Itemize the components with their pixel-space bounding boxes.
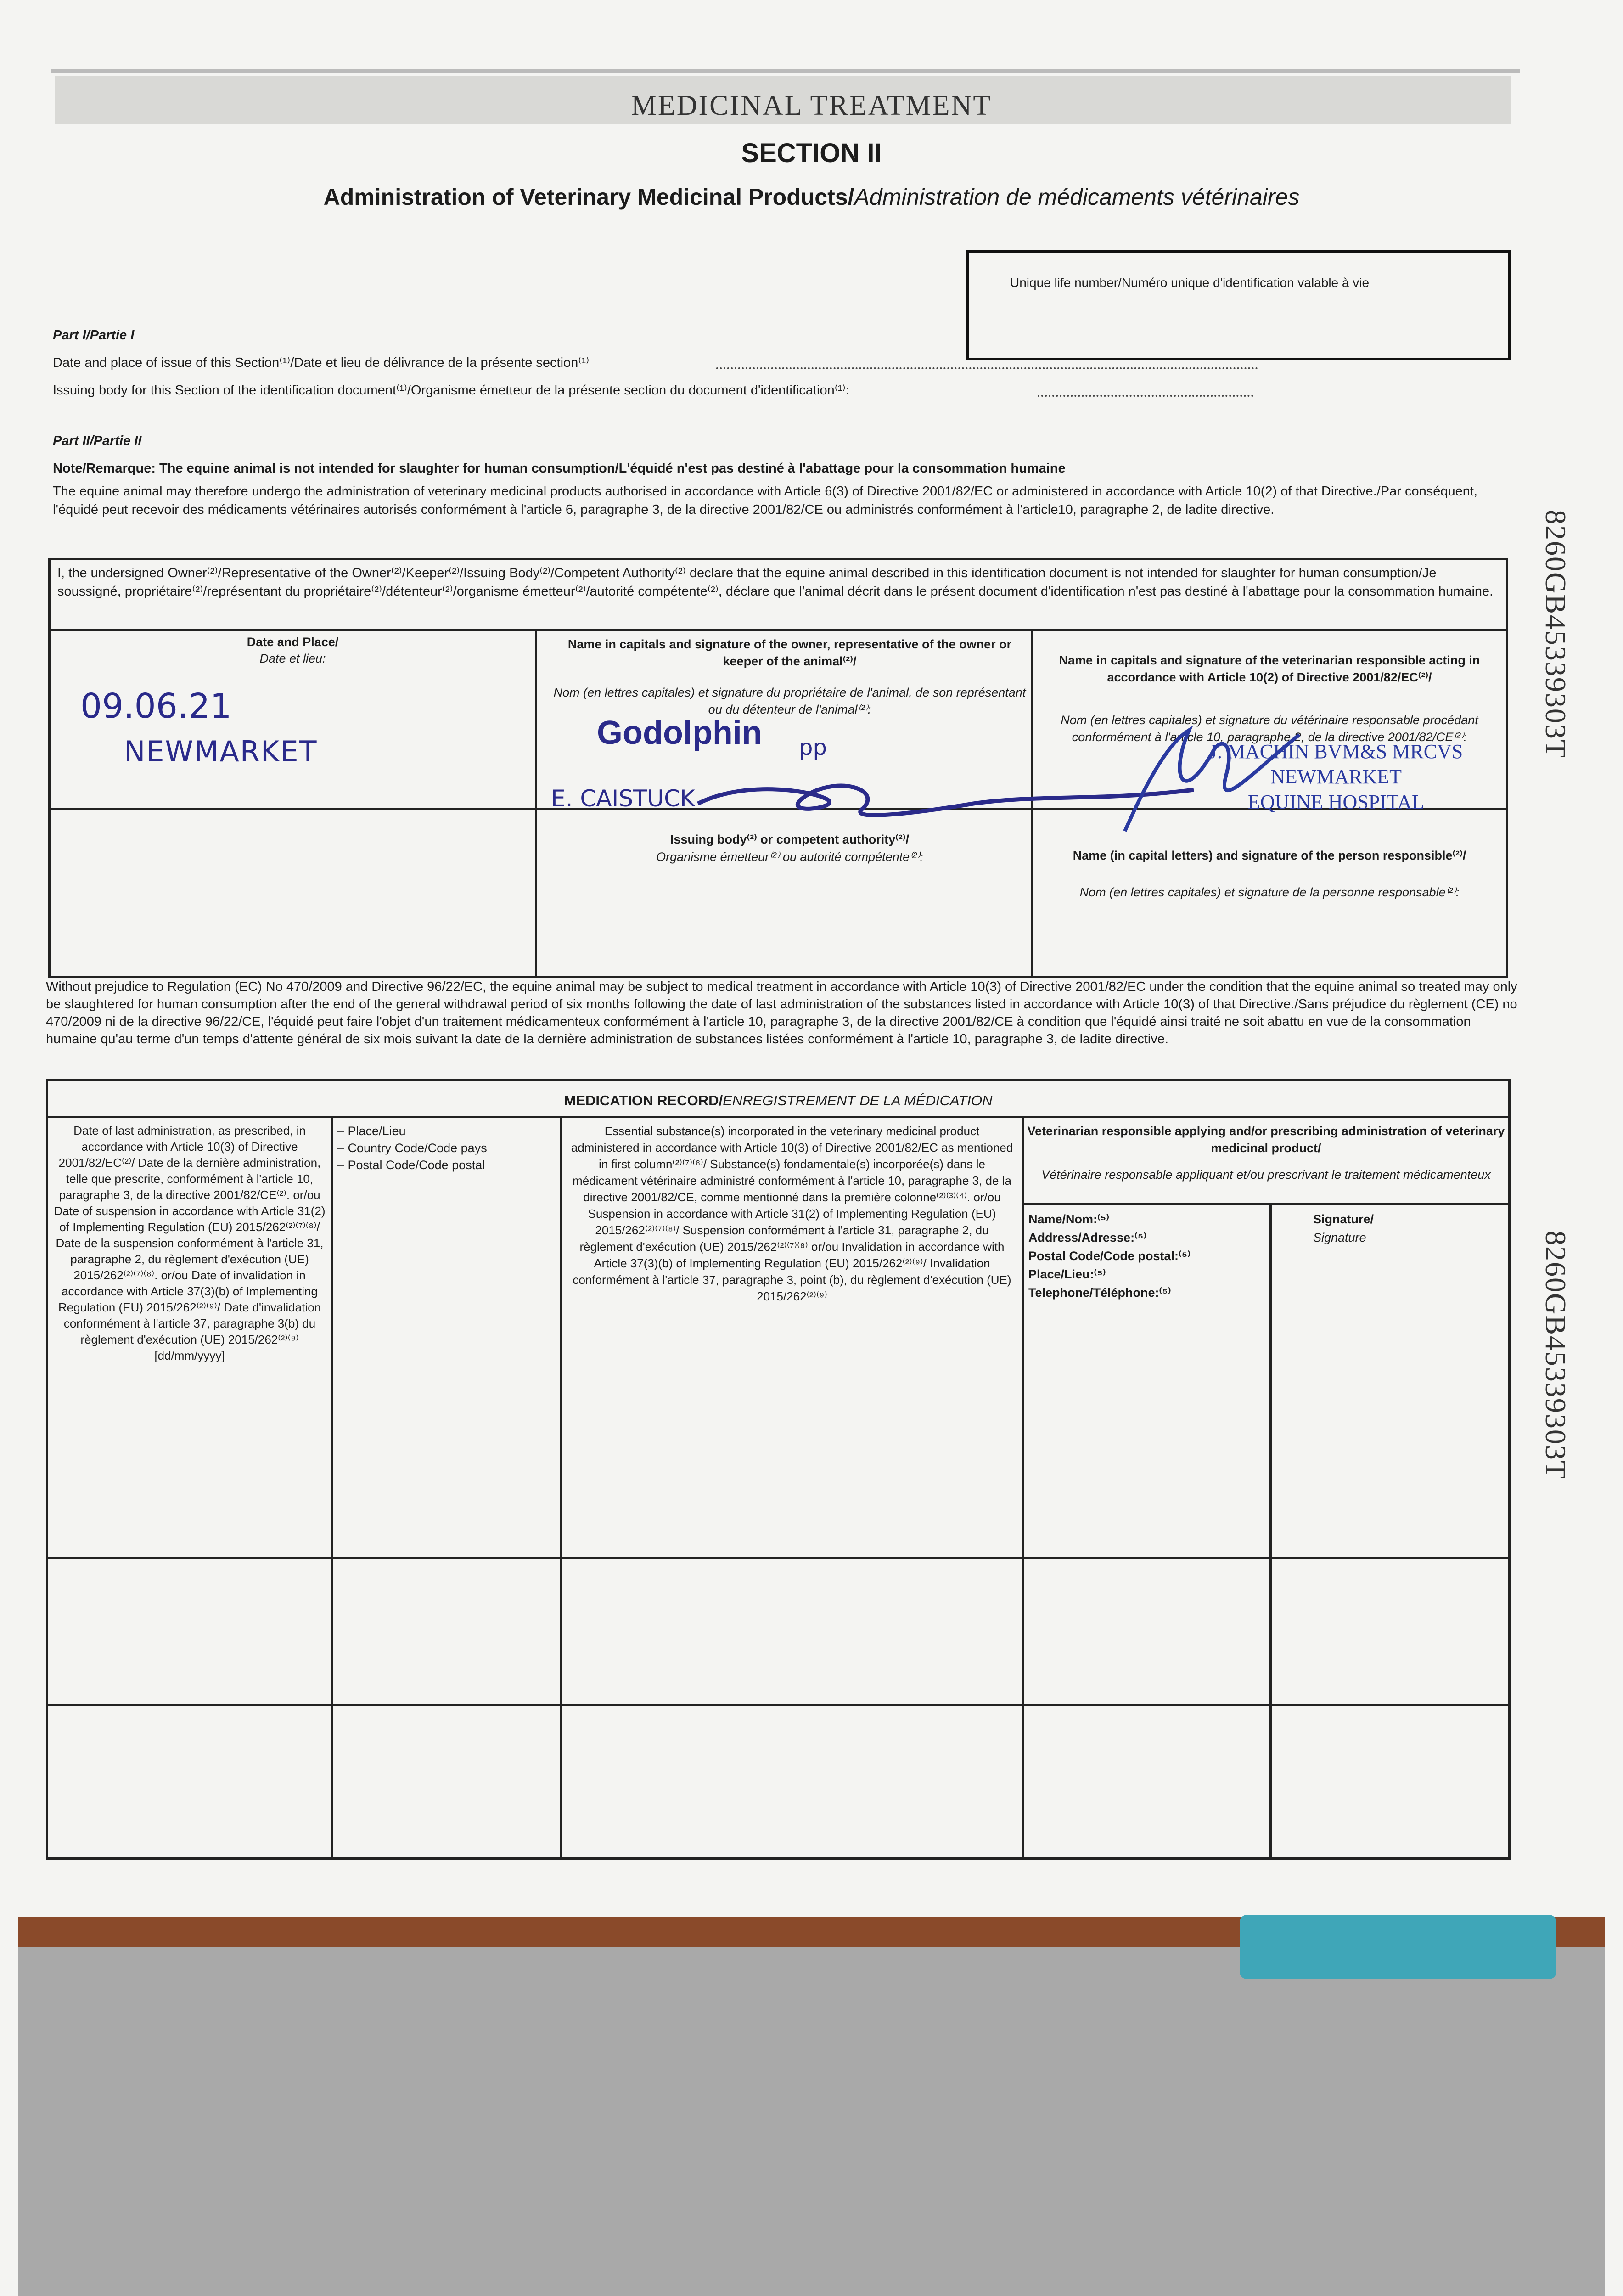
vet-stamp-line1: J. MACHIN BVM&S MRCVS bbox=[1209, 740, 1463, 763]
med-vet-head-fr: Vétérinaire responsable appliquant et/ou prescrivant le traitement médicamenteux bbox=[1041, 1168, 1491, 1182]
med-vline-4 bbox=[1269, 1203, 1272, 1860]
vet-signature-field: Signature/ Signature bbox=[1313, 1212, 1374, 1244]
person-responsible-label: Name (in capital letters) and signature of the person responsible⁽²⁾/ bbox=[1073, 849, 1466, 862]
med-col1-text: Date of last administration, as prescribed, in accordance with Article 10(3) of Directive 2001/82/EC⁽²⁾/ Date de la dernière administration, telle que prescrite, conformément à l'article 10, paragraphe 3, de la directive 2001/82/CE⁽²⁾. or/ou Date of suspension in accordance with Article 31(2) of Implementing Regulation (EU) 2015/262⁽²⁾⁽⁷⁾⁽⁸⁾/ Date de la suspension conformément à l'article 31, paragraphe 2, du règlement d'exécution (UE) 2015/262⁽²⁾⁽⁷⁾⁽⁸⁾. or/ou Date of invalidation in accordance with Article 37(3)(b) of Implementing Regulation (EU) 2015/262⁽²⁾⁽⁹⁾/ Date d'invalidation conformément à l'article 37, paragraphe 3(b) du règlement d'exécution (UE) 2015/262⁽²⁾⁽⁹⁾ [dd/mm/yyyy] bbox=[54, 1124, 326, 1362]
prejudice-text: Without prejudice to Regulation (EC) No 470/2009 and Directive 96/22/EC, the equine animal may be subject to medical treatment in accordance with Article 10(3) of Directive 2001/82/EC under the condition that the equine animal so treated may only be slaughtered for human consumption after the end of the general withdrawal period of six months following the date of last administration of the substances listed in accordance with Article 10(3) of that Directive./Sans préjudice du règlement (CE) no 470/2009 ni de la directive 96/22/CE, l'équidé peut faire l'objet d'un traitement médicamenteux conformément à l'article 10, paragraphe 3, de la directive 2001/82/CE à condition que l'équidé ainsi traité ne soit abattu en vue de la consommation humaine qu'au terme d'un temps d'attente général de six mois suivant la date de la dernière administration de substances listées conformément à l'article 10, paragraphe 3, de ladite directive. bbox=[46, 979, 1517, 1047]
handwritten-initials: pp bbox=[799, 735, 827, 760]
med-vline-1 bbox=[331, 1116, 333, 1860]
section-title: SECTION II bbox=[741, 138, 882, 168]
vet-address-field: Address/Adresse:⁽⁵⁾ bbox=[1028, 1231, 1147, 1244]
page-title: MEDICINAL TREATMENT bbox=[631, 90, 992, 121]
med-vline-2 bbox=[560, 1116, 562, 1860]
part1-line2: Issuing body for this Section of the identification document⁽¹⁾/Organisme émetteur de la présente section du document d'identification⁽¹⁾: bbox=[53, 383, 849, 398]
vet-telephone-field: Telephone/Téléphone:⁽⁵⁾ bbox=[1028, 1286, 1171, 1300]
vet-name-field: Name/Nom:⁽⁵⁾ bbox=[1028, 1212, 1109, 1226]
part1-heading: Part I/Partie I bbox=[53, 328, 135, 343]
med-col2-place: – Place/Lieu bbox=[337, 1124, 406, 1138]
med-vline-3 bbox=[1022, 1116, 1024, 1860]
med-vet-head: Veterinarian responsible applying and/or prescribing administration of veterinary medicinal product/ bbox=[1027, 1124, 1505, 1155]
date-place-label: Date and Place/ bbox=[247, 635, 339, 649]
scan-background bbox=[18, 1947, 1605, 2296]
unique-life-number-label: Unique life number/Numéro unique d'identification valable à vie bbox=[1010, 276, 1370, 290]
handwritten-date: 09.06.21 bbox=[80, 687, 232, 726]
section-subtitle: Administration of Veterinary Medicinal Products/Administration de médicaments vétérinaires bbox=[323, 184, 1300, 210]
handwritten-place: NEWMARKET bbox=[124, 735, 318, 768]
med-row-2 bbox=[46, 1704, 1511, 1706]
med-col3-text: Essential substance(s) incorporated in the veterinary medicinal product administered in accordance with Article 10(3) of Directive 2001/82/EC as mentioned in first column⁽²⁾⁽⁷⁾⁽⁸⁾/ Substance(s) fondamentale(s) incorporée(s) dans le médicament vétérinaire administré conformément à l'article 10, paragraphe 3, de la directive 2001/82/CE, comme mentionné dans la première colonne⁽²⁾⁽³⁾⁽⁴⁾. or/ou Suspension in accordance with Article 31(2) of Implementing Regulation (EU) 2015/262⁽²⁾⁽⁷⁾⁽⁸⁾/ Suspension conformément à l'article 31, paragraphe 2, du règlement d'exécution (UE) 2015/262⁽²⁾⁽⁷⁾⁽⁸⁾ or/ou Invalidation in accordance with Article 37(3)(b) of Implementing Regulation (EU) 2015/262⁽²⁾⁽⁹⁾/ Invalidation conformément à l'article 37, paragraphe 3, point (b), du règlement d'exécution (UE) 2015/262⁽²⁾⁽⁹⁾ bbox=[571, 1124, 1013, 1303]
declaration-vline-1 bbox=[535, 629, 537, 978]
person-responsible-label-fr: Nom (en lettres capitales) et signature de la personne responsable⁽²⁾: bbox=[1079, 885, 1460, 899]
vet-postal-field: Postal Code/Code postal:⁽⁵⁾ bbox=[1028, 1249, 1191, 1263]
owner-name-label: Name in capitals and signature of the owner, representative of the owner or keeper of the animal⁽²⁾/ bbox=[567, 637, 1012, 668]
vet-stamp-line2: NEWMARKET bbox=[1270, 765, 1402, 788]
vet-name-label: Name in capitals and signature of the veterinarian responsible acting in accordance with Article 10(2) of Directive 2001/82/EC⁽²⁾/ bbox=[1059, 653, 1480, 684]
med-vet-fields bbox=[1028, 1210, 1191, 1302]
handwritten-owner-name: Godolphin bbox=[597, 715, 762, 751]
vet-stamp-line3: EQUINE HOSPITAL bbox=[1248, 791, 1424, 813]
med-header-divider bbox=[46, 1116, 1511, 1118]
owner-name-label-fr: Nom (en lettres capitales) et signature du propriétaire de l'animal, de son représentant ou du détenteur de l'animal⁽²⁾: bbox=[553, 686, 1026, 716]
med-col2-postal: – Postal Code/Code postal bbox=[337, 1158, 485, 1172]
med-col2-country: – Country Code/Code pays bbox=[337, 1141, 487, 1155]
declaration-divider bbox=[48, 629, 1508, 631]
part1-line2-dots bbox=[1038, 395, 1253, 397]
part2-heading: Part II/Partie II bbox=[53, 433, 142, 448]
vet-place-field: Place/Lieu:⁽⁵⁾ bbox=[1028, 1267, 1106, 1281]
part1-line1-dots bbox=[716, 367, 1258, 369]
unique-life-number-box bbox=[966, 250, 1511, 360]
side-number-bottom: 8260GB45339303T bbox=[1539, 1231, 1572, 1480]
medication-record-title: MEDICATION RECORD/ENREGISTREMENT DE LA MÉDICATION bbox=[564, 1092, 993, 1109]
part2-note: Note/Remarque: The equine animal is not intended for slaughter for human consumption/L'équidé n'est pas destiné à l'abattage pour la consommation humaine bbox=[53, 461, 1066, 476]
top-rule bbox=[51, 69, 1520, 73]
issuing-body-label-fr: Organisme émetteur⁽²⁾ ou autorité compétente⁽²⁾: bbox=[656, 850, 923, 864]
declaration-text: I, the undersigned Owner⁽²⁾/Representative of the Owner⁽²⁾/Keeper⁽²⁾/Issuing Body⁽²⁾/Competent Authority⁽²⁾ declare that the equine animal described in this identification document is not intended for slaughter for human consumption/Je soussigné, propriétaire⁽²⁾/représentant du propriétaire⁽²⁾/détenteur⁽²⁾/organisme émetteur⁽²⁾/autorité compétente⁽²⁾, déclare que l'animal décrit dans le présent document d'identification n'est pas destiné à l'abattage pour la consommation humaine. bbox=[57, 566, 1494, 599]
side-number-top: 8260GB45339303T bbox=[1539, 510, 1572, 759]
med-row-1 bbox=[46, 1557, 1511, 1559]
part1-line1: Date and place of issue of this Section⁽¹⁾/Date et lieu de délivrance de la présente section⁽¹⁾ bbox=[53, 355, 590, 370]
handwritten-name-2: E. CAISTUCK bbox=[551, 785, 695, 812]
part2-paragraph: The equine animal may therefore undergo the administration of veterinary medicinal products authorised in accordance with Article 6(3) of Directive 2001/82/EC or administered in accordance with Article 10(2) of that Directive./Par conséquent, l'équidé peut recevoir des médicaments vétérinaires autorisés conformément à l'article 6, paragraphe 3, de la directive 2001/82/CE ou administrés conformément à l'article10, paragraphe 2, de ladite directive. bbox=[53, 484, 1477, 517]
med-vet-divider bbox=[1022, 1203, 1511, 1205]
vet-name-label-fr: Nom (en lettres capitales) et signature du vétérinaire responsable procédant conformément à l'article 10, paragraphe 2, de la directive 2001/82/CE⁽²⁾: bbox=[1061, 713, 1478, 744]
issuing-body-label: Issuing body⁽²⁾ or competent authority⁽²⁾/ bbox=[670, 833, 910, 846]
date-place-label-fr: Date et lieu: bbox=[259, 652, 326, 665]
blue-tab bbox=[1240, 1915, 1556, 1979]
